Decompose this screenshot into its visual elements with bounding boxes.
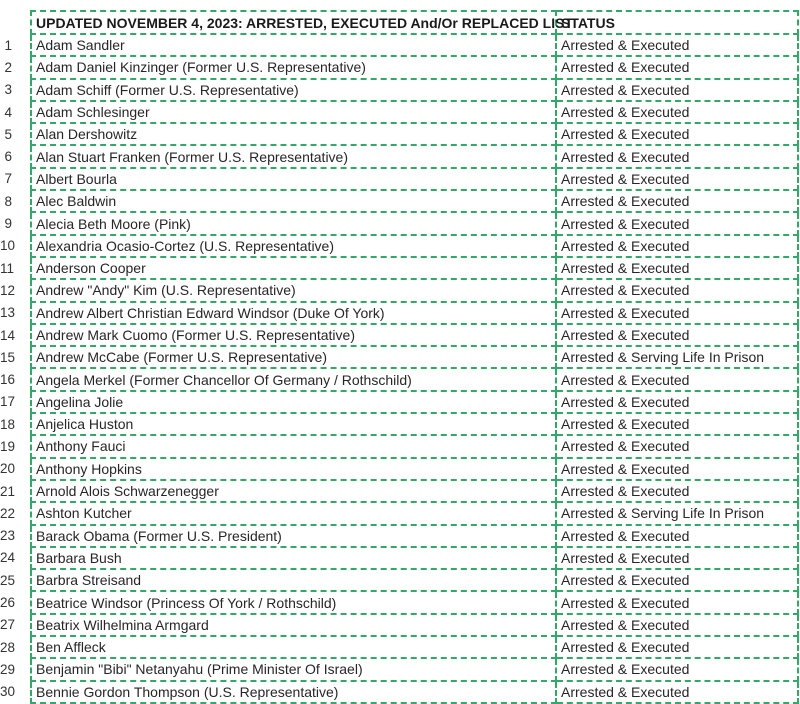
status-cell[interactable]: Arrested & Executed — [556, 681, 798, 703]
table-row — [0, 681, 798, 703]
row-number-cell[interactable]: 19 — [0, 438, 16, 454]
row-number-cell[interactable]: 28 — [0, 639, 16, 655]
status-cell[interactable]: Arrested & Executed — [556, 168, 798, 190]
row-number-cell[interactable]: 5 — [4, 126, 12, 142]
person-name-cell[interactable]: Barack Obama (Former U.S. President) — [31, 525, 556, 547]
row-number-cell[interactable]: 7 — [4, 171, 12, 187]
row-number-cell[interactable]: 26 — [0, 595, 16, 611]
person-name-cell[interactable]: Andrew Mark Cuomo (Former U.S. Representative) — [31, 324, 556, 346]
person-name-cell[interactable]: Albert Bourla — [31, 168, 556, 190]
status-cell[interactable]: Arrested & Executed — [556, 279, 798, 301]
person-name-cell[interactable]: Andrew McCabe (Former U.S. Representative) — [31, 346, 556, 368]
person-name-cell[interactable]: Alan Dershowitz — [31, 123, 556, 145]
table-row — [0, 56, 798, 78]
person-name-cell[interactable]: Alexandria Ocasio-Cortez (U.S. Representative) — [31, 235, 556, 257]
table-row — [0, 636, 798, 658]
person-name-cell[interactable]: Benjamin "Bibi" Netanyahu (Prime Minister Of Israel) — [31, 658, 556, 680]
row-number-cell[interactable]: 4 — [4, 104, 12, 120]
row-number-cell[interactable]: 27 — [0, 617, 16, 633]
status-cell[interactable]: Arrested & Executed — [556, 435, 798, 457]
status-cell[interactable]: Arrested & Executed — [556, 34, 798, 56]
table-row — [0, 212, 798, 234]
person-name-cell[interactable]: Anderson Cooper — [31, 257, 556, 279]
table-row — [0, 346, 798, 368]
person-name-cell[interactable]: Anthony Fauci — [31, 435, 556, 457]
table-row — [0, 658, 798, 680]
table-row — [0, 502, 798, 524]
status-header-cell[interactable]: STATUS — [556, 11, 798, 34]
table-row — [0, 34, 798, 56]
person-name-cell[interactable]: Ben Affleck — [31, 636, 556, 658]
table-row — [0, 413, 798, 435]
row-number-cell[interactable]: 22 — [0, 505, 16, 521]
status-cell[interactable]: Arrested & Executed — [556, 614, 798, 636]
row-number-cell[interactable]: 23 — [0, 528, 16, 544]
status-cell[interactable]: Arrested & Executed — [556, 257, 798, 279]
table-row — [0, 324, 798, 346]
status-cell[interactable]: Arrested & Executed — [556, 636, 798, 658]
status-cell[interactable]: Arrested & Executed — [556, 235, 798, 257]
row-number-cell[interactable]: 24 — [0, 550, 16, 566]
person-name-cell[interactable]: Anthony Hopkins — [31, 458, 556, 480]
row-number-cell[interactable]: 11 — [0, 260, 15, 276]
status-cell[interactable]: Arrested & Executed — [556, 324, 798, 346]
person-name-cell[interactable]: Adam Schlesinger — [31, 101, 556, 123]
person-name-cell[interactable]: Adam Sandler — [31, 34, 556, 56]
row-number-cell[interactable]: 16 — [0, 372, 16, 388]
header-row — [0, 11, 798, 34]
table-row — [0, 391, 798, 413]
row-number-cell[interactable]: 8 — [4, 193, 12, 209]
status-cell[interactable]: Arrested & Executed — [556, 658, 798, 680]
row-number-cell[interactable]: 1 — [4, 37, 12, 53]
status-cell[interactable]: Arrested & Executed — [556, 525, 798, 547]
table-row — [0, 435, 798, 457]
status-cell[interactable]: Arrested & Executed — [556, 547, 798, 569]
table-row — [0, 79, 798, 101]
row-number-cell[interactable]: 14 — [0, 327, 16, 343]
table-row — [0, 569, 798, 591]
status-cell[interactable]: Arrested & Serving Life In Prison — [556, 502, 798, 524]
table-row — [0, 480, 798, 502]
status-cell[interactable]: Arrested & Executed — [556, 413, 798, 435]
spreadsheet-view — [0, 10, 800, 700]
person-name-cell[interactable]: Alecia Beth Moore (Pink) — [31, 212, 556, 234]
table-row — [0, 458, 798, 480]
table-row — [0, 368, 798, 390]
header-gutter-cell — [0, 11, 31, 34]
table-row — [0, 257, 798, 279]
person-name-cell[interactable]: Barbra Streisand — [31, 569, 556, 591]
person-name-cell[interactable]: Bennie Gordon Thompson (U.S. Representative) — [31, 681, 556, 703]
status-cell[interactable]: Arrested & Executed — [556, 212, 798, 234]
row-number-cell[interactable]: 18 — [0, 416, 16, 432]
row-number-cell[interactable]: 12 — [0, 282, 16, 298]
status-cell[interactable]: Arrested & Executed — [556, 190, 798, 212]
person-name-cell[interactable]: Beatrice Windsor (Princess Of York / Rothschild) — [31, 591, 556, 613]
table-body — [0, 34, 798, 703]
row-number-cell[interactable]: 15 — [0, 349, 16, 365]
table-row — [0, 591, 798, 613]
status-cell[interactable]: Arrested & Executed — [556, 480, 798, 502]
row-number-cell[interactable]: 10 — [0, 238, 16, 254]
person-name-cell[interactable]: Alec Baldwin — [31, 190, 556, 212]
row-number-cell[interactable]: 29 — [0, 661, 16, 677]
row-number-cell[interactable]: 17 — [0, 394, 16, 410]
row-number-cell[interactable]: 20 — [0, 461, 16, 477]
person-name-cell[interactable]: Ashton Kutcher — [31, 502, 556, 524]
table-row — [0, 190, 798, 212]
status-cell[interactable]: Arrested & Executed — [556, 56, 798, 78]
table-row — [0, 145, 798, 167]
status-cell[interactable]: Arrested & Executed — [556, 391, 798, 413]
status-cell[interactable]: Arrested & Executed — [556, 591, 798, 613]
status-cell[interactable]: Arrested & Executed — [556, 79, 798, 101]
person-name-cell[interactable]: Anjelica Huston — [31, 413, 556, 435]
row-number-cell[interactable]: 30 — [0, 684, 16, 700]
table-row — [0, 547, 798, 569]
person-name-cell[interactable]: Andrew "Andy" Kim (U.S. Representative) — [31, 279, 556, 301]
person-name-cell[interactable]: Andrew Albert Christian Edward Windsor (Duke Of York) — [31, 302, 556, 324]
row-number-cell[interactable]: 6 — [4, 149, 12, 165]
table-row — [0, 123, 798, 145]
row-number-cell[interactable]: 13 — [0, 305, 16, 321]
table-row — [0, 101, 798, 123]
status-cell[interactable]: Arrested & Executed — [556, 368, 798, 390]
row-number-cell[interactable]: 2 — [4, 59, 12, 75]
person-name-cell[interactable]: Arnold Alois Schwarzenegger — [31, 480, 556, 502]
person-name-cell[interactable]: Alan Stuart Franken (Former U.S. Representative) — [31, 145, 556, 167]
row-number-cell[interactable]: 25 — [0, 572, 16, 588]
list-header-cell[interactable]: UPDATED NOVEMBER 4, 2023: ARRESTED, EXECUTED And/Or REPLACED LIST — [31, 11, 556, 34]
table-row — [0, 235, 798, 257]
status-cell[interactable]: Arrested & Serving Life In Prison — [556, 346, 798, 368]
table-row — [0, 302, 798, 324]
person-name-cell[interactable]: Barbara Bush — [31, 547, 556, 569]
table-row — [0, 279, 798, 301]
row-number-cell[interactable]: 9 — [4, 216, 12, 232]
person-name-cell[interactable]: Angela Merkel (Former Chancellor Of Germany / Rothschild) — [31, 368, 556, 390]
table-row — [0, 614, 798, 636]
arrest-list-table — [0, 10, 799, 704]
table-row — [0, 525, 798, 547]
status-cell[interactable]: Arrested & Executed — [556, 458, 798, 480]
person-name-cell[interactable]: Adam Schiff (Former U.S. Representative) — [31, 79, 556, 101]
status-cell[interactable]: Arrested & Executed — [556, 302, 798, 324]
status-cell[interactable]: Arrested & Executed — [556, 145, 798, 167]
person-name-cell[interactable]: Angelina Jolie — [31, 391, 556, 413]
row-number-cell[interactable]: 3 — [4, 82, 12, 98]
person-name-cell[interactable]: Beatrix Wilhelmina Armgard — [31, 614, 556, 636]
status-cell[interactable]: Arrested & Executed — [556, 101, 798, 123]
table-row — [0, 168, 798, 190]
row-number-cell[interactable]: 21 — [0, 483, 16, 499]
status-cell[interactable]: Arrested & Executed — [556, 569, 798, 591]
person-name-cell[interactable]: Adam Daniel Kinzinger (Former U.S. Representative) — [31, 56, 556, 78]
status-cell[interactable]: Arrested & Executed — [556, 123, 798, 145]
